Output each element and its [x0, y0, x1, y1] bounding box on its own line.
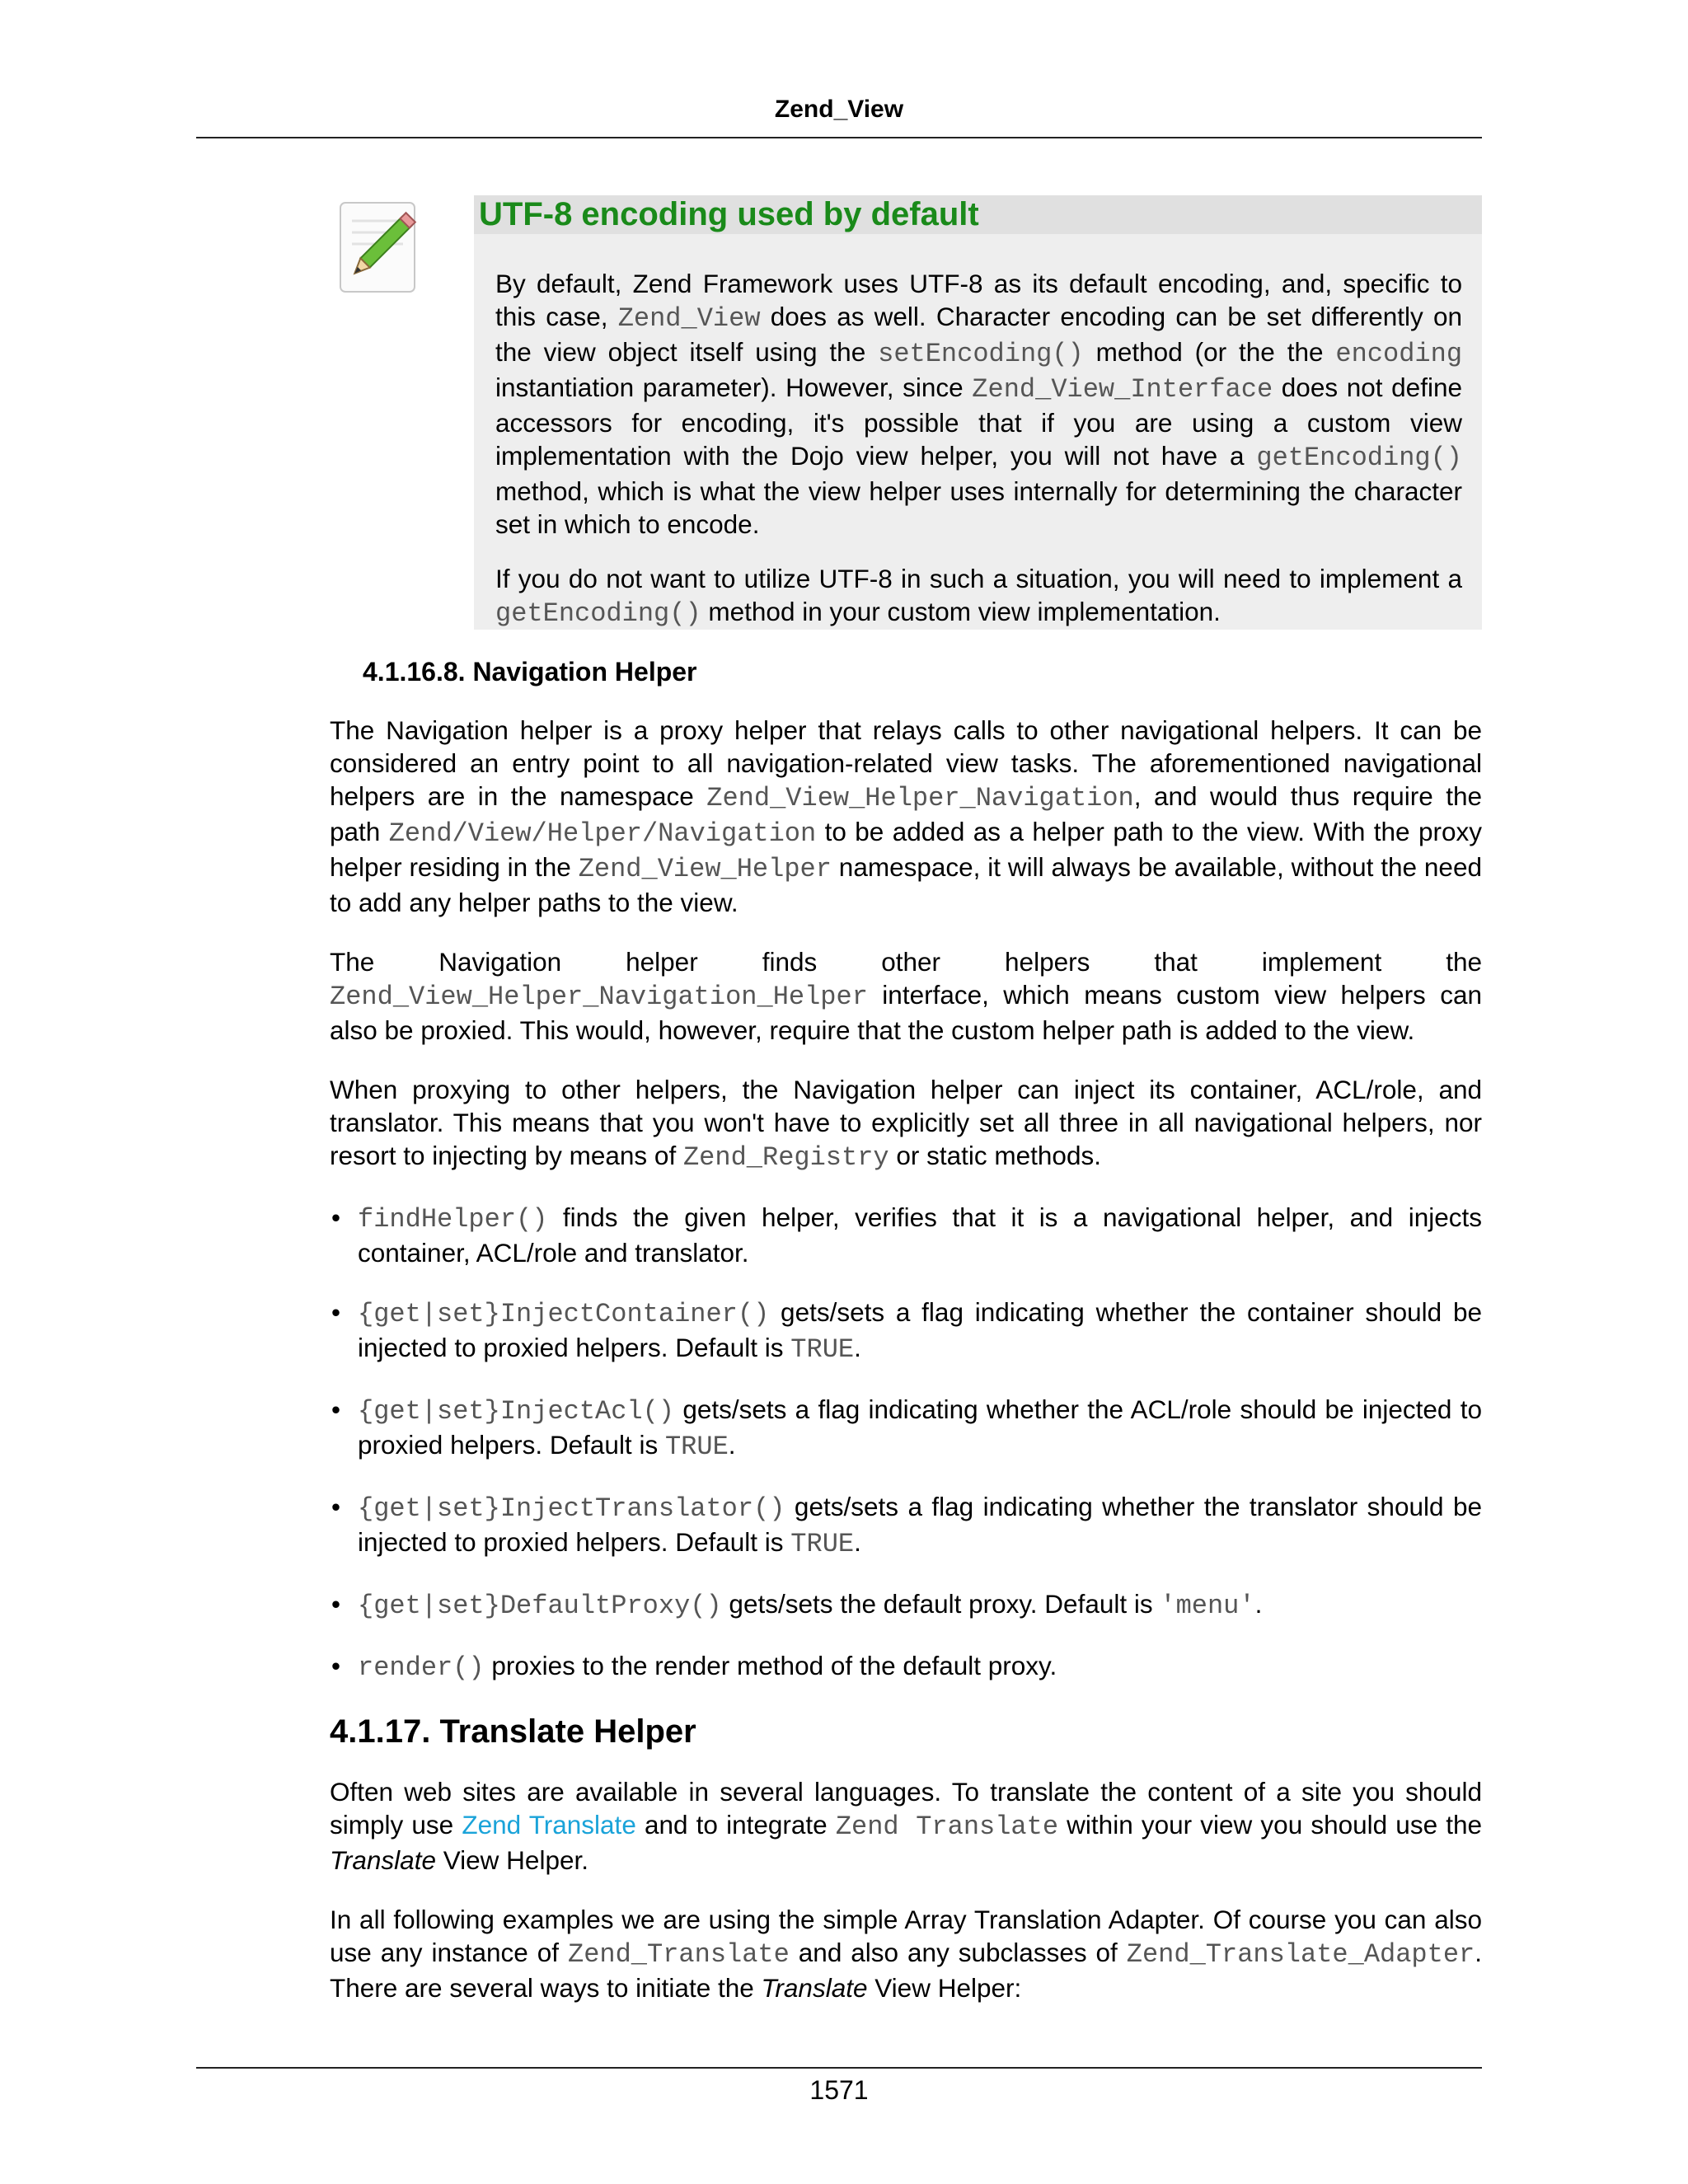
paragraph: Often web sites are available in several languages. To translate the content of a site you should simply use Zend Translate and to integrate Zend Translate within your view you should use the Translate View Helper.	[330, 1777, 1483, 1875]
list-item: • {get|set}InjectTranslator() gets/sets a flag indicating whether the translator should be injected to proxied helpers. Default is TRUE.	[331, 1492, 1482, 1559]
bullet-icon: •	[331, 1651, 341, 1680]
bullet-icon: •	[331, 1202, 341, 1232]
list-item: • render() proxies to the render method of the default proxy.	[331, 1651, 1057, 1683]
page-number: 1571	[809, 2075, 869, 2105]
note-body	[474, 234, 1482, 630]
bullet-icon: •	[331, 1394, 341, 1424]
zend-translate-link[interactable]: Zend Translate	[462, 1810, 636, 1840]
pencil-note-icon	[334, 198, 424, 297]
bullet-icon: •	[331, 1589, 341, 1619]
method-list	[330, 1201, 1482, 1685]
section-heading-navigation-helper: 4.1.16.8. Navigation Helper	[363, 657, 697, 687]
list-item: • {get|set}InjectContainer() gets/sets a flag indicating whether the container should be injected to proxied helpers. Default is TRUE.	[331, 1297, 1482, 1365]
section-heading-translate-helper: 4.1.17. Translate Helper	[330, 1713, 696, 1750]
list-item: • {get|set}DefaultProxy() gets/sets the default proxy. Default is 'menu'.	[331, 1589, 1263, 1621]
main-content	[330, 714, 1482, 2031]
list-item: • findHelper() finds the given helper, verifies that it is a navigational helper, and injects container, ACL/role and translator.	[331, 1202, 1482, 1268]
running-header: Zend_View	[774, 96, 904, 123]
paragraph: The Navigation helper is a proxy helper that relays calls to other navigational helpers. It can be considered an entry point to all navigation-related view tasks. The aforementioned navigational helpers are in the namespace Zend_View_Helper_Navigation, and would thus require the path Zend/View/Helper/Navigation to be added as a helper path to the view. With the proxy helper residing in the Zend_View_Helper namespace, it will always be available, without the need to add any helper paths to the view.	[330, 715, 1482, 917]
paragraph: In all following examples we are using the simple Array Translation Adapter. Of course you can also use any instance of Zend_Translate and also any subclasses of Zend_Translate_Adapter. There are several ways to initiate the Translate View Helper:	[330, 1905, 1482, 2003]
bullet-icon: •	[331, 1492, 341, 1521]
note-paragraph: By default, Zend Framework uses UTF-8 as its default encoding, and, specific to this case, Zend_View does as well. Character encoding can be set differently on the view object itself using the setEncoding() method (or the the encoding instantiation parameter). However, since Zend_View_Interface does not define accessors for encoding, it's possible that if you are using a custom view implementation with the Dojo view helper, you will not have a getEncoding() method, which is what the view helper uses internally for determining the character set in which to encode.	[495, 269, 1463, 539]
note-title: UTF-8 encoding used by default	[474, 195, 1482, 234]
bullet-icon: •	[331, 1297, 341, 1327]
paragraph: The Navigation helper finds other helpers that implement the Zend_View_Helper_Navigation_Helper interface, which means custom view helpers can also be proxied. This would, however, require that the custom helper path is added to the view.	[330, 947, 1482, 1045]
list-item: • {get|set}InjectAcl() gets/sets a flag indicating whether the ACL/role should be injected to proxied helpers. Default is TRUE.	[331, 1394, 1482, 1462]
header-rule	[196, 137, 1482, 138]
note-paragraph: If you do not want to utilize UTF-8 in such a situation, you will need to implement a getEncoding() method in your custom view implementation.	[495, 564, 1462, 629]
paragraph: When proxying to other helpers, the Navigation helper can inject its container, ACL/role, and translator. This means that you won't have to explicitly set all three in all navigational helpers, nor resort to injecting by means of Zend_Registry or static methods.	[330, 1075, 1482, 1173]
footer-rule	[196, 2067, 1482, 2069]
